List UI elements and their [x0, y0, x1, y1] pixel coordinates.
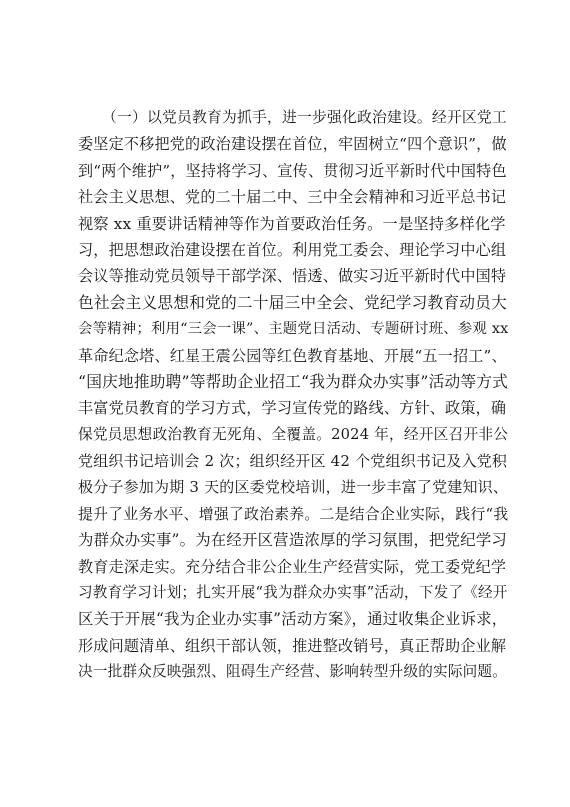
text-line: 习，把思想政治建设摆在首位。利用党工委会、理论学习中心组 [78, 240, 507, 259]
body-paragraph [78, 105, 508, 686]
text-line: 社会主义思想、党的二十届二中、三中全会精神和习近平总书记 [78, 188, 507, 207]
text-line: 丰富党员教育的学习方式，学习宣传党的路线、方针、政策，确 [78, 399, 507, 418]
text-line: 会议等推动党员领导干部学深、悟透、做实习近平新时代中国特 [78, 267, 507, 286]
text-line: 形成问题清单、组织干部认领，推进整改销号，真正帮助企业解 [78, 636, 507, 655]
text-line: 到“两个维护”，坚持将学习、宣传、贯彻习近平新时代中国特色 [78, 161, 507, 180]
text-line: 委坚定不移把党的政治建设摆在首位，牢固树立“四个意识”，做 [78, 135, 507, 154]
text-line: 教育走深走实。充分结合非公企业生产经营实际，党工委党纪学 [78, 557, 507, 576]
text-line: 保党员思想政治教育无死角、全覆盖。2024 年，经开区召开非公 [78, 425, 509, 443]
text-line: 提升了业务水平、增强了政治素养。二是结合企业实际，践行“我 [78, 504, 509, 523]
text-line: “国庆地推助聘”等帮助企业招工“我为群众办实事”活动等方式 [78, 371, 509, 391]
text-line: 视察 xx 重要讲话精神等作为首要政治任务。一是坚持多样化学 [78, 214, 506, 233]
text-line: 区关于开展“我为企业办实事”活动方案》，通过收集企业诉求， [78, 610, 508, 629]
text-line: 革命纪念塔、红星王震公园等红色教育基地、开展“五一招工”、 [78, 346, 507, 365]
text-line: （一）以党员教育为抓手，进一步强化政治建设。经开区党工 [102, 109, 507, 126]
text-line: 决一批群众反映强烈、阻碍生产经营、影响转型升级的实际问题。 [78, 663, 508, 681]
text-line: 色社会主义思想和党的二十届三中全会、党纪学习教育动员大 [78, 292, 507, 312]
text-line: 极分子参加为期 3 天的区委党校培训，进一步丰富了党建知识、 [78, 478, 509, 497]
text-line: 习教育学习计划；扎实开展“我为群众办实事”活动，下发了《经开 [78, 584, 508, 602]
text-line: 为群众办实事”。为在经开区营造浓厚的学习氛围，把党纪学习 [78, 531, 508, 550]
text-line: 党组织书记培训会 2 次；组织经开区 42 个党组织书记及入党积 [78, 452, 508, 471]
text-line: 会等精神；利用“三会一课”、主题党日活动、专题研讨班、参观 xx [78, 321, 509, 338]
